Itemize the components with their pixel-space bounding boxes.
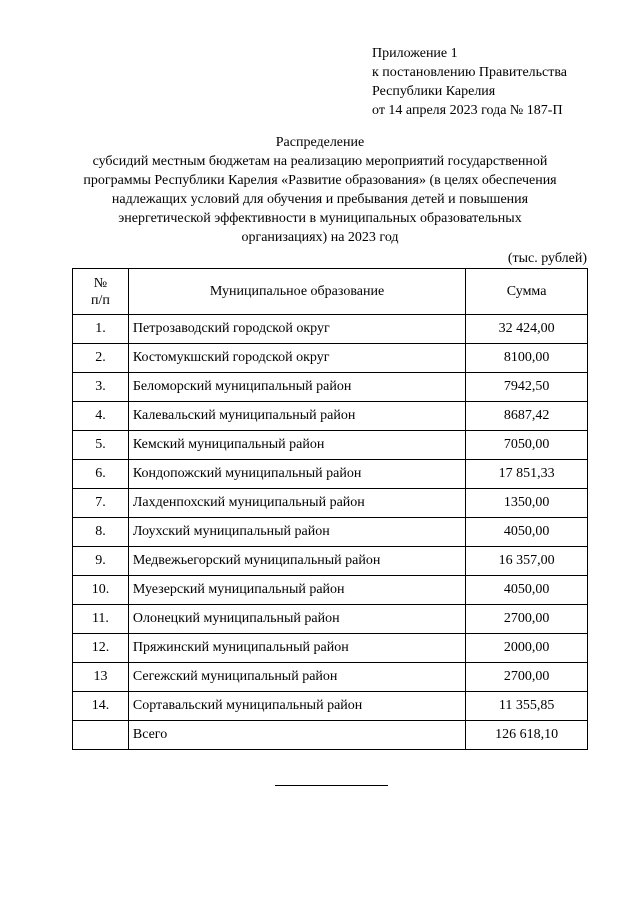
row-number: 2. bbox=[73, 344, 129, 373]
table-row bbox=[73, 373, 588, 402]
row-sum: 32 424,00 bbox=[466, 315, 588, 344]
table-row bbox=[73, 692, 588, 721]
title-line: организациях) на 2023 год bbox=[241, 230, 399, 245]
row-sum: 4050,00 bbox=[466, 576, 588, 605]
row-number: 1. bbox=[73, 315, 129, 344]
table-row bbox=[73, 402, 588, 431]
row-municipality: Медвежьегорский муниципальный район bbox=[128, 547, 465, 576]
row-number: 6. bbox=[73, 460, 129, 489]
table-row bbox=[73, 518, 588, 547]
row-municipality: Петрозаводский городской округ bbox=[128, 315, 465, 344]
title-line: надлежащих условий для обучения и пребывания детей и повышения bbox=[111, 192, 529, 207]
row-number: 9. bbox=[73, 547, 129, 576]
row-municipality: Кемский муниципальный район bbox=[128, 431, 465, 460]
row-sum: 11 355,85 bbox=[466, 692, 588, 721]
row-number: 7. bbox=[73, 489, 129, 518]
table-row bbox=[73, 605, 588, 634]
document-title bbox=[60, 133, 580, 247]
appendix-line: Республики Карелия bbox=[372, 84, 496, 99]
row-sum: 2700,00 bbox=[466, 663, 588, 692]
table-header-row bbox=[73, 269, 588, 315]
row-municipality: Сортавальский муниципальный район bbox=[128, 692, 465, 721]
row-municipality: Олонецкий муниципальный район bbox=[128, 605, 465, 634]
total-sum: 126 618,10 bbox=[466, 721, 588, 750]
row-sum: 1350,00 bbox=[466, 489, 588, 518]
table-row bbox=[73, 547, 588, 576]
title-line: программы Республики Карелия «Развитие образования» (в целях обеспечения bbox=[83, 173, 557, 188]
distribution-table bbox=[72, 268, 588, 750]
table-row bbox=[73, 344, 588, 373]
units-note: (тыс. рублей) bbox=[507, 251, 587, 266]
row-municipality: Лахденпохский муниципальный район bbox=[128, 489, 465, 518]
row-sum: 2000,00 bbox=[466, 634, 588, 663]
closing-rule bbox=[275, 785, 388, 786]
row-municipality: Калевальский муниципальный район bbox=[128, 402, 465, 431]
total-number bbox=[73, 721, 129, 750]
table-row bbox=[73, 431, 588, 460]
header-municipality: Муниципальное образование bbox=[128, 269, 465, 315]
row-sum: 8100,00 bbox=[466, 344, 588, 373]
row-municipality: Пряжинский муниципальный район bbox=[128, 634, 465, 663]
table-row bbox=[73, 460, 588, 489]
title-line: субсидий местным бюджетам на реализацию мероприятий государственной bbox=[92, 154, 548, 169]
row-municipality: Сегежский муниципальный район bbox=[128, 663, 465, 692]
row-number: 14. bbox=[73, 692, 129, 721]
header-number bbox=[73, 269, 129, 315]
table-row bbox=[73, 663, 588, 692]
row-municipality: Муезерский муниципальный район bbox=[128, 576, 465, 605]
table-row bbox=[73, 315, 588, 344]
row-number: 8. bbox=[73, 518, 129, 547]
table-row bbox=[73, 489, 588, 518]
row-sum: 7050,00 bbox=[466, 431, 588, 460]
row-number: 10. bbox=[73, 576, 129, 605]
total-label: Всего bbox=[128, 721, 465, 750]
row-number: 3. bbox=[73, 373, 129, 402]
header-number-sign: № bbox=[93, 275, 108, 291]
row-sum: 16 357,00 bbox=[466, 547, 588, 576]
title-line: энергетической эффективности в муниципальных образовательных bbox=[118, 211, 522, 226]
table-row bbox=[73, 634, 588, 663]
title-line: Распределение bbox=[275, 135, 365, 150]
table-total-row bbox=[73, 721, 588, 750]
appendix-block bbox=[372, 44, 567, 120]
row-municipality: Костомукшский городской округ bbox=[128, 344, 465, 373]
row-number: 11. bbox=[73, 605, 129, 634]
row-municipality: Кондопожский муниципальный район bbox=[128, 460, 465, 489]
row-number: 12. bbox=[73, 634, 129, 663]
row-municipality: Лоухский муниципальный район bbox=[128, 518, 465, 547]
row-municipality: Беломорский муниципальный район bbox=[128, 373, 465, 402]
header-sum: Сумма bbox=[466, 269, 588, 315]
row-number: 4. bbox=[73, 402, 129, 431]
row-sum: 17 851,33 bbox=[466, 460, 588, 489]
row-sum: 4050,00 bbox=[466, 518, 588, 547]
row-sum: 8687,42 bbox=[466, 402, 588, 431]
appendix-line: от 14 апреля 2023 года № 187-П bbox=[372, 103, 563, 118]
appendix-line: к постановлению Правительства bbox=[372, 65, 568, 80]
table-row bbox=[73, 576, 588, 605]
row-number: 13 bbox=[73, 663, 129, 692]
row-sum: 2700,00 bbox=[466, 605, 588, 634]
row-sum: 7942,50 bbox=[466, 373, 588, 402]
header-number-abbr: п/п bbox=[91, 292, 110, 308]
appendix-line: Приложение 1 bbox=[372, 46, 458, 61]
row-number: 5. bbox=[73, 431, 129, 460]
